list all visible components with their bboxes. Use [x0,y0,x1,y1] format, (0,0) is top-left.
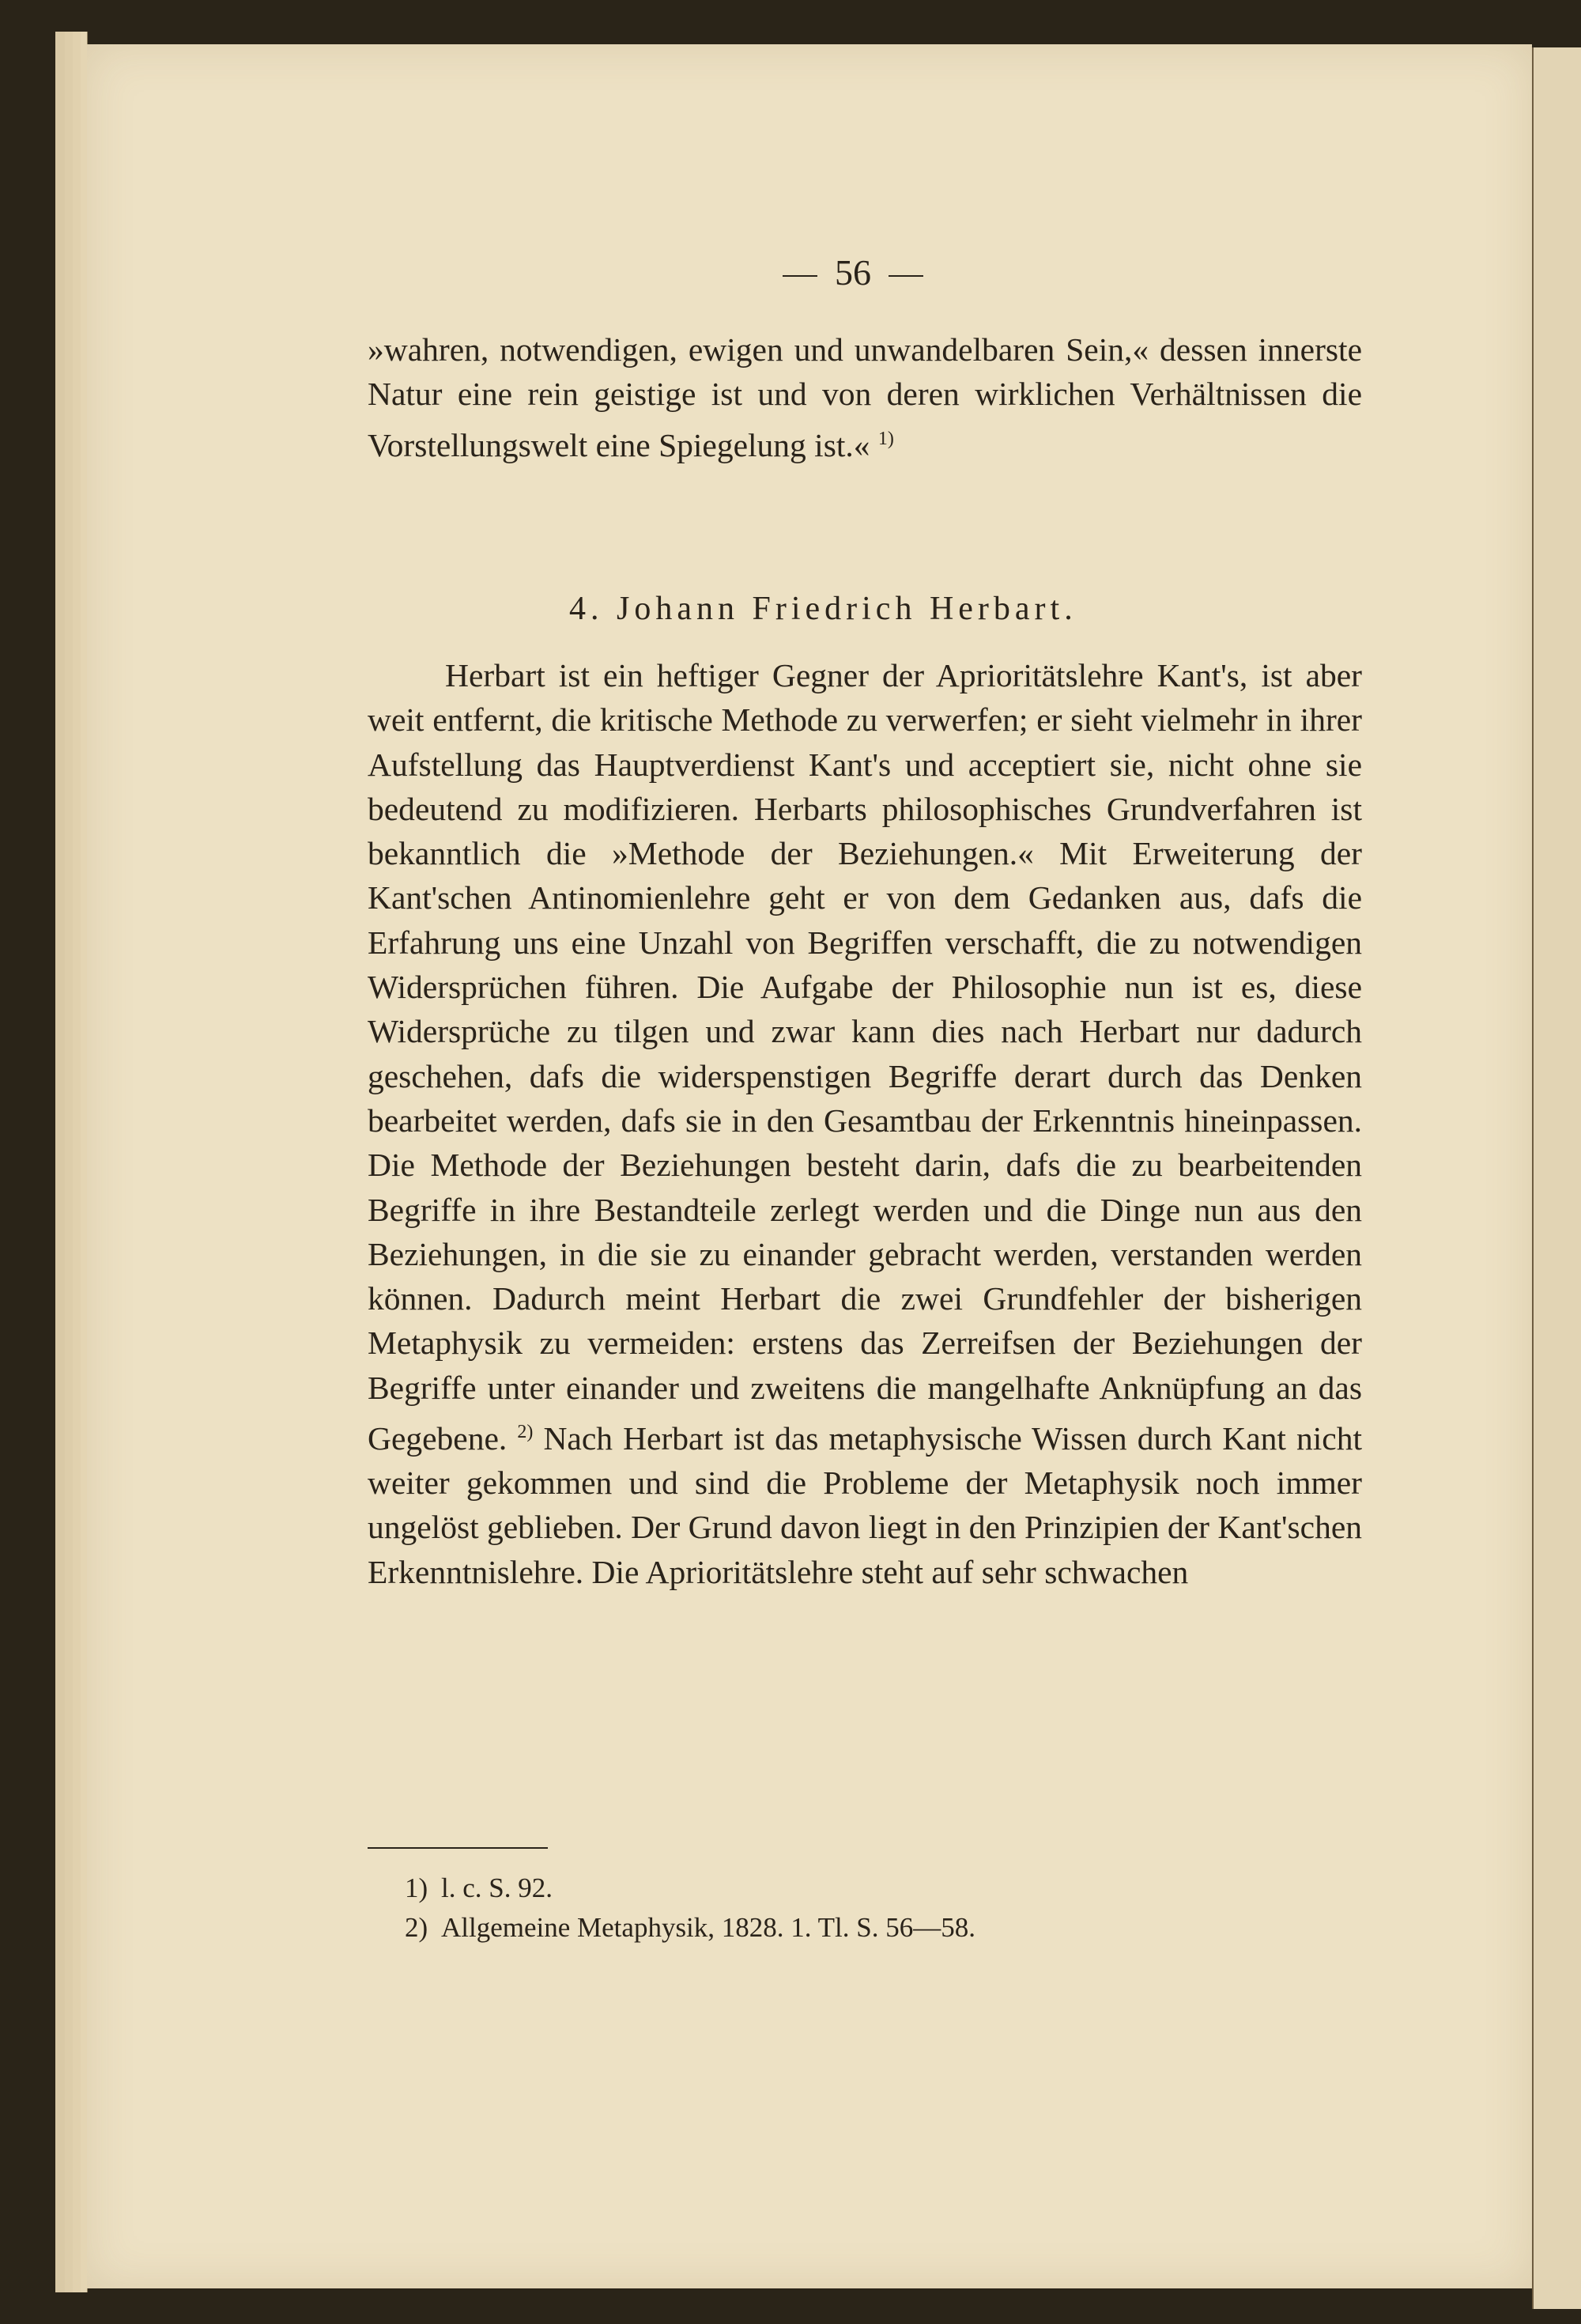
footnote-ref-2: 2) [517,1422,534,1443]
paragraph-herbart [368,653,1362,1594]
page-number-value: 56 [835,252,871,293]
paragraph-continuation [368,327,1362,467]
section-heading: 4. Johann Friedrich Herbart. [569,591,1077,627]
footnote-1-mark: 1) [405,1872,428,1903]
page-number-dash-left [783,275,817,277]
paragraph-1-text: »wahren, notwendigen, ewigen und unwandelbaren Sein,« dessen innerste Natur eine rein geistige ist und von deren wirklichen Verhältnissen die Vorstellungswelt eine Spiegelung ist.« [368,331,1362,463]
footnote-1-text: l. c. S. 92. [441,1872,553,1903]
footnote-2-text: Allgemeine Metaphysik, 1828. 1. Tl. S. 56—58. [441,1912,975,1943]
facing-page-edge [1532,47,1581,2309]
footnote-ref-1: 1) [877,428,894,449]
footnote-2-mark: 2) [405,1912,428,1943]
footnote-2 [405,1912,975,1944]
footnote-1 [405,1872,553,1904]
paragraph-2b-text: Nach Herbart ist das metaphysische Wissen durch Kant nicht weiter gekommen und sind die Probleme der Metaphysik noch immer ungelöst geblieben. Der Grund davon liegt in den Prinzipien der Kant'schen Erkenntnislehre. Die Aprioritätslehre steht auf sehr schwachen [368,1419,1363,1590]
paragraph-2a-text: Herbart ist ein heftiger Gegner der Aprioritätslehre Kant's, ist aber weit entfernt, die kritische Methode zu verwerfen; er sieht vielmehr in ihrer Aufstellung das Hauptverdienst Kant's und acceptiert sie, nicht ohne sie bedeutend zu modifizieren. Herbarts philosophisches Grundverfahren ist bekanntlich die »Methode der Beziehungen.« Mit Erweiterung der Kant'schen Antinomienlehre geht er von dem Gedanken aus, dafs die Erfahrung uns eine Unzahl von Begriffen verschafft, die zu notwendigen Widersprüchen führen. Die Aufgabe der Philosophie nun ist es, diese Widersprüche zu tilgen und zwar kann dies nach Herbart nur dadurch geschehen, dafs die widerspenstigen Begriffe derart durch das Denken bearbeitet werden, dafs sie in den Gesamtbau der Erkenntnis hineinpassen. Die Methode der Beziehungen besteht darin, dafs die zu bearbeitenden Begriffe in ihre Bestandteile zerlegt werden und die Dinge nun aus den Beziehungen, in die sie zu einander gebracht werden, verstanden werden können. Dadurch meint Herbart die zwei Grundfehler der bisherigen Metaphysik zu vermeiden: erstens das Zerreifsen der Beziehungen der Begriffe unter einander und zweitens die mangelhafte Anknüpfung an das Gegebene. [368,657,1362,1457]
page-number-dash-right [889,275,923,277]
page-number [765,251,941,293]
footnote-rule [368,1847,548,1849]
